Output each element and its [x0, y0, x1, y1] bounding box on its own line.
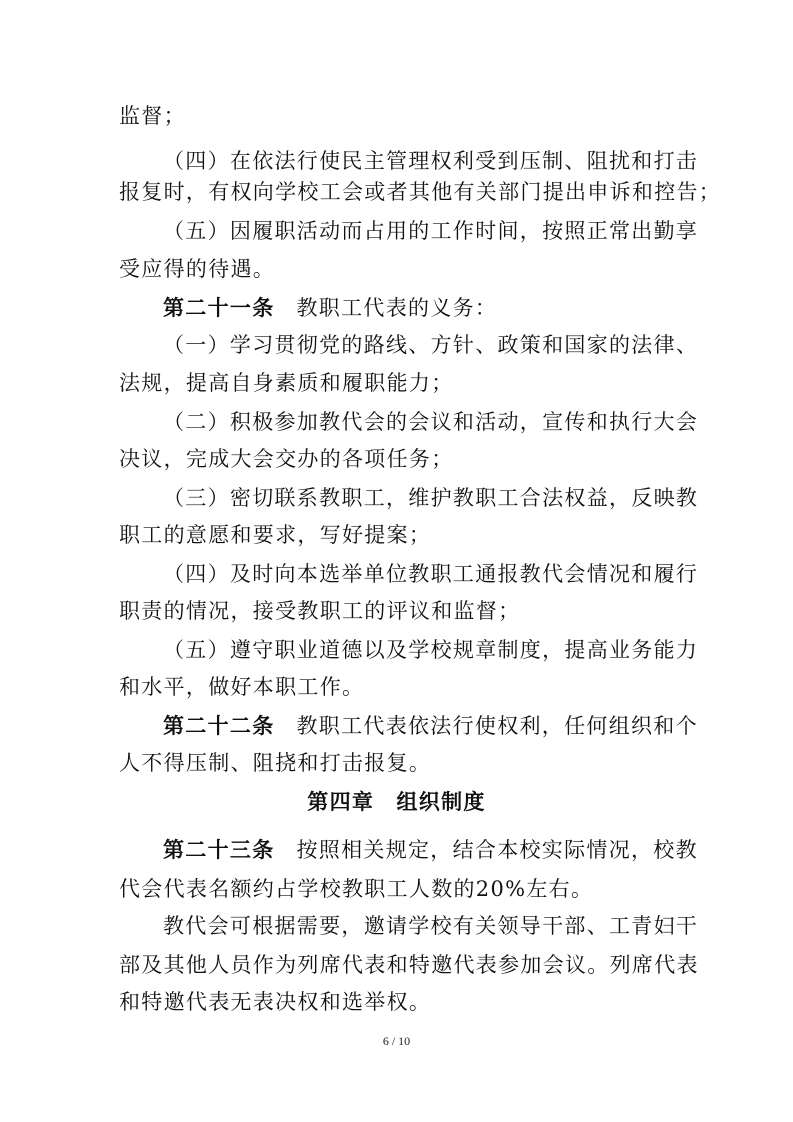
article-23: [163, 838, 698, 862]
text-line: 代会代表名额约占学校教职工人数的20%左右。: [119, 877, 594, 901]
text-line: 和水平，做好本职工作。: [119, 675, 365, 699]
text-line: 报复时，有权向学校工会或者其他有关部门提出申诉和控告；: [119, 180, 722, 204]
text-line: 教代会可根据需要，邀请学校有关领导干部、工青妇干: [163, 914, 699, 938]
text-line: 和特邀代表无表决权和选举权。: [119, 990, 432, 1014]
text-line: 职工的意愿和要求，写好提案；: [119, 523, 432, 547]
text-line: 监督；: [119, 104, 186, 128]
article-number: 第二十二条: [163, 713, 275, 738]
article-text: 教职工代表依法行使权利，任何组织和个: [296, 714, 698, 738]
text-line: （一）学习贯彻党的路线、方针、政策和国家的法律、: [163, 333, 699, 357]
text-line: 人不得压制、阻挠和打击报复。: [119, 751, 432, 775]
text-line: 受应得的待遇。: [119, 257, 276, 281]
article-number: 第二十三条: [163, 837, 275, 862]
text-line: （二）积极参加教代会的会议和活动，宣传和执行大会: [163, 410, 699, 434]
article-number: 第二十一条: [163, 295, 275, 320]
article-22: [163, 714, 698, 738]
text-line: （五）遵守职业道德以及学校规章制度，提高业务能力: [163, 638, 699, 662]
article-text: 教职工代表的义务：: [296, 296, 498, 320]
text-line: （四）及时向本选举单位教职工通报教代会情况和履行: [163, 562, 699, 586]
text-line: （五）因履职活动而占用的工作时间，按照正常出勤享: [163, 219, 699, 243]
text-line: 法规，提高自身素质和履职能力；: [119, 371, 454, 395]
chapter-heading: 第四章 组织制度: [307, 789, 486, 814]
text-line: （三）密切联系教职工，维护教职工合法权益，反映教: [163, 486, 699, 510]
text-line: 部及其他人员作为列席代表和特邀代表参加会议。列席代表: [119, 953, 699, 977]
article-text: 按照相关规定，结合本校实际情况，校教: [296, 838, 698, 862]
text-line: 决议，完成大会交办的各项任务；: [119, 447, 454, 471]
text-line: 职责的情况，接受教职工的评议和监督；: [119, 599, 521, 623]
text-line: （四）在依法行使民主管理权利受到压制、阻扰和打击: [163, 149, 699, 173]
page-number: 6 / 10: [382, 1034, 411, 1048]
article-21: [163, 296, 497, 320]
